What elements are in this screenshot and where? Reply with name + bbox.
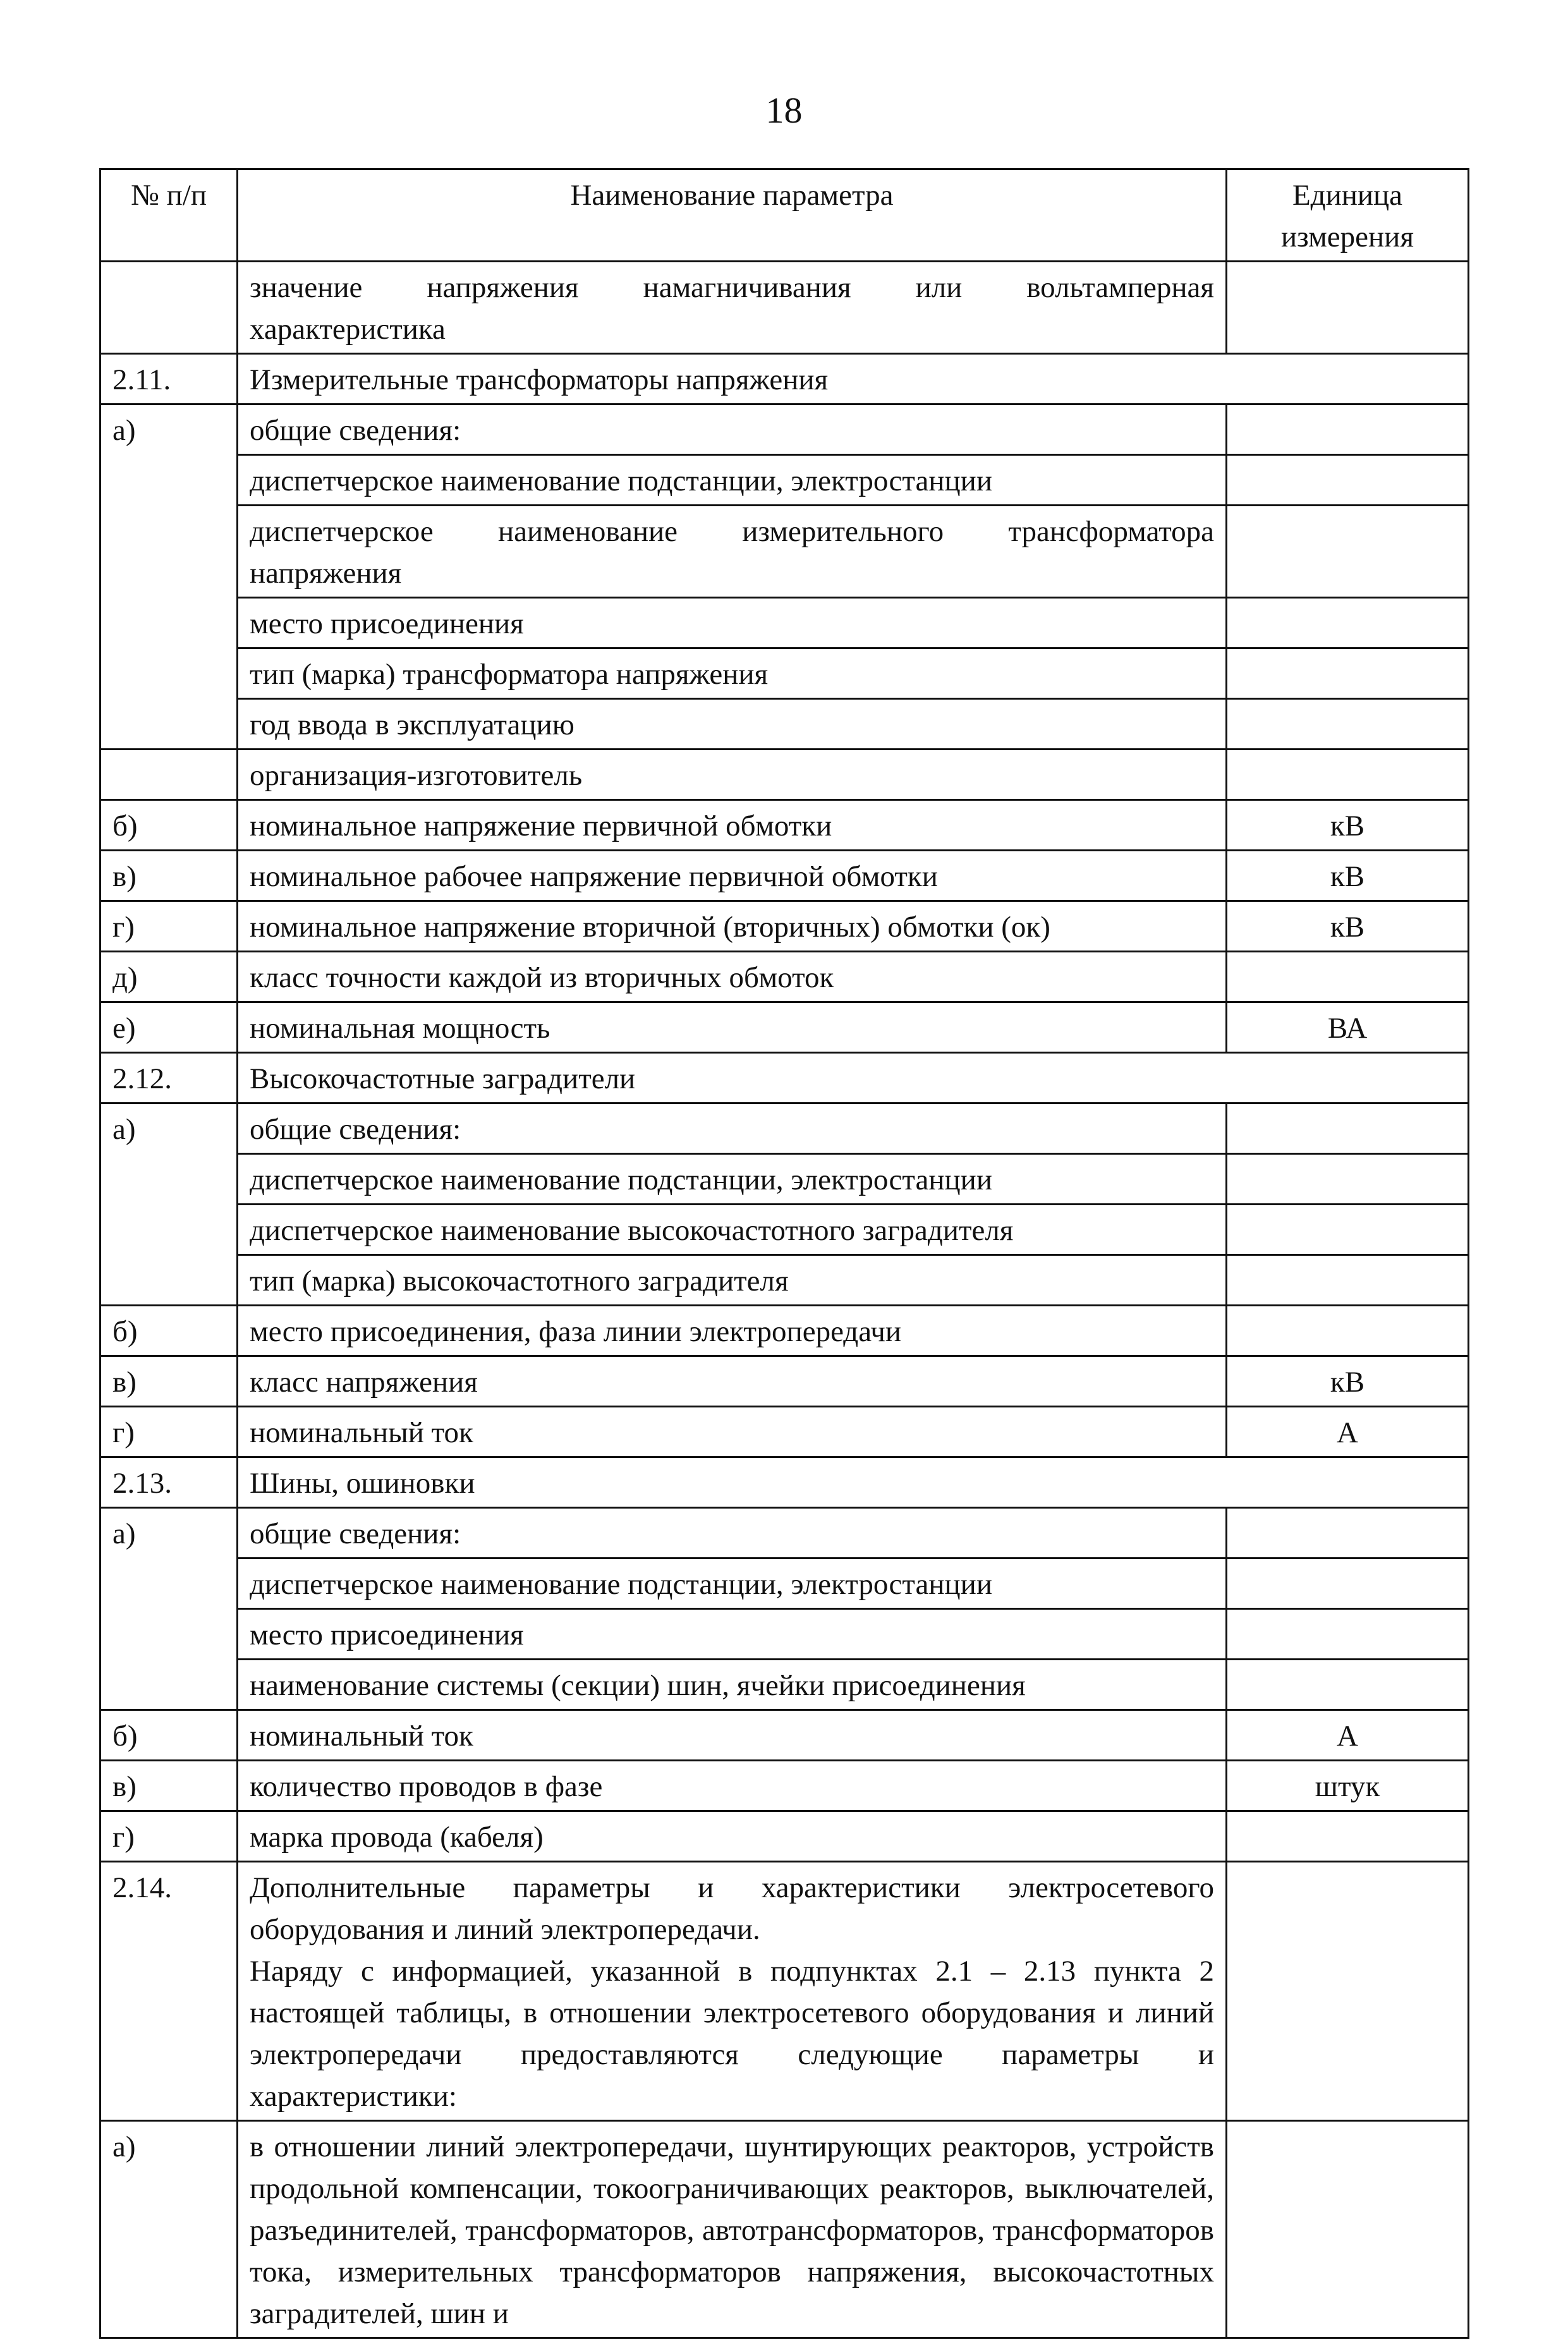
section-num: 2.13. (100, 1457, 238, 1508)
row-name-line: характеристика (250, 313, 446, 346)
row-unit: кВ (1227, 1356, 1469, 1407)
row-num: а) (100, 1103, 238, 1306)
table-row (100, 699, 1469, 750)
row-unit: кВ (1227, 851, 1469, 901)
row-unit (1227, 1811, 1469, 1862)
row-name: общие сведения: (238, 404, 1227, 455)
row-name: общие сведения: (238, 1508, 1227, 1558)
table-row (100, 1255, 1469, 1306)
row-num: в) (100, 851, 238, 901)
row-unit (1227, 750, 1469, 800)
row-num: е) (100, 1002, 238, 1053)
section-title: Высокочастотные заградители (238, 1053, 1469, 1103)
row-name-paragraph: Наряду с информацией, указанной в подпунктах 2.1 – 2.13 пункта 2 настоящей таблицы, в отношении электросетевого оборудования и линий электропередачи предоставляются следующие параметры и характеристики: (250, 1955, 1214, 2113)
table-row (100, 1103, 1469, 1154)
row-num: а) (100, 1508, 238, 1710)
table-row (100, 1811, 1469, 1862)
row-unit (1227, 262, 1469, 354)
row-num: в) (100, 1761, 238, 1811)
header-name: Наименование параметра (238, 169, 1227, 262)
row-name: диспетчерское наименование высокочастотного заградителя (238, 1205, 1227, 1255)
row-unit (1227, 1609, 1469, 1660)
row-name: наименование системы (секции) шин, ячейки присоединения (238, 1660, 1227, 1710)
table-row (100, 901, 1469, 952)
row-num: г) (100, 1407, 238, 1457)
row-name: номинальное рабочее напряжение первичной обмотки (238, 851, 1227, 901)
row-unit: штук (1227, 1761, 1469, 1811)
row-name: место присоединения (238, 598, 1227, 648)
row-unit (1227, 455, 1469, 506)
row-name: номинальный ток (238, 1407, 1227, 1457)
section-row (100, 1053, 1469, 1103)
row-unit (1227, 648, 1469, 699)
row-name-paragraph: Дополнительные параметры и характеристики электросетевого оборудования и линий электропередачи. (250, 1871, 1214, 1946)
table-row (100, 1862, 1469, 2121)
row-unit (1227, 1103, 1469, 1154)
row-name: номинальная мощность (238, 1002, 1227, 1053)
row-unit (1227, 1660, 1469, 1710)
section-row (100, 354, 1469, 404)
row-unit: кВ (1227, 901, 1469, 952)
row-name (238, 1862, 1227, 2121)
row-num: д) (100, 952, 238, 1002)
table-header-row (100, 169, 1469, 262)
row-name: номинальное напряжение вторичной (вторичных) обмотки (ок) (238, 901, 1227, 952)
header-unit: Единица измерения (1227, 169, 1469, 262)
table-row (100, 750, 1469, 800)
row-name: марка провода (кабеля) (238, 1811, 1227, 1862)
table-row (100, 800, 1469, 851)
row-unit (1227, 1306, 1469, 1356)
row-num: 2.14. (100, 1862, 238, 2121)
row-num: б) (100, 1306, 238, 1356)
row-unit (1227, 404, 1469, 455)
row-name-line: напряжения (250, 557, 402, 590)
row-unit (1227, 699, 1469, 750)
row-unit (1227, 1154, 1469, 1205)
table-row (100, 1407, 1469, 1457)
table-row (100, 1154, 1469, 1205)
row-name: номинальное напряжение первичной обмотки (238, 800, 1227, 851)
section-num: 2.11. (100, 354, 238, 404)
row-name-line: диспетчерское наименование измерительного трансформатора (250, 515, 1214, 548)
table-row (100, 1558, 1469, 1609)
row-name: в отношении линий электропередачи, шунтирующих реакторов, устройств продольной компенсации, токоограничивающих реакторов, выключателей, разъединителей, трансформаторов, автотрансформаторов, трансформаторов тока, измерительных трансформаторов напряжения, высокочастотных заградителей, шин и (238, 2121, 1227, 2338)
row-unit: А (1227, 1407, 1469, 1457)
row-num (100, 262, 238, 354)
section-row (100, 1457, 1469, 1508)
section-title: Измерительные трансформаторы напряжения (238, 354, 1469, 404)
row-name-line: значение напряжения намагничивания или вольтамперная (250, 271, 1214, 304)
table-row (100, 1205, 1469, 1255)
table-row (100, 1761, 1469, 1811)
table-row (100, 1660, 1469, 1710)
header-num: № п/п (100, 169, 238, 262)
row-name (238, 506, 1227, 598)
table-row (100, 404, 1469, 455)
parameters-table (99, 168, 1469, 2339)
row-num: в) (100, 1356, 238, 1407)
row-num: б) (100, 1710, 238, 1761)
page-number: 18 (765, 90, 803, 131)
row-name: год ввода в эксплуатацию (238, 699, 1227, 750)
table-row (100, 1306, 1469, 1356)
row-name: общие сведения: (238, 1103, 1227, 1154)
row-unit (1227, 1508, 1469, 1558)
row-num: г) (100, 901, 238, 952)
row-name: место присоединения (238, 1609, 1227, 1660)
table-row (100, 1609, 1469, 1660)
row-num: б) (100, 800, 238, 851)
row-unit (1227, 1205, 1469, 1255)
row-name: организация-изготовитель (238, 750, 1227, 800)
row-unit (1227, 2121, 1469, 2338)
row-unit (1227, 598, 1469, 648)
row-num: а) (100, 404, 238, 750)
row-name: диспетчерское наименование подстанции, электростанции (238, 455, 1227, 506)
row-unit (1227, 506, 1469, 598)
row-unit (1227, 952, 1469, 1002)
row-unit: А (1227, 1710, 1469, 1761)
table-row (100, 506, 1469, 598)
row-name: диспетчерское наименование подстанции, электростанции (238, 1558, 1227, 1609)
row-name: класс точности каждой из вторичных обмоток (238, 952, 1227, 1002)
table-row (100, 262, 1469, 354)
row-unit: кВ (1227, 800, 1469, 851)
row-unit: ВА (1227, 1002, 1469, 1053)
row-unit (1227, 1558, 1469, 1609)
table-row (100, 2121, 1469, 2338)
section-num: 2.12. (100, 1053, 238, 1103)
row-name: тип (марка) трансформатора напряжения (238, 648, 1227, 699)
section-title: Шины, ошиновки (238, 1457, 1469, 1508)
row-unit (1227, 1862, 1469, 2121)
table-row (100, 648, 1469, 699)
table-row (100, 1002, 1469, 1053)
table-row (100, 1356, 1469, 1407)
row-num: г) (100, 1811, 238, 1862)
table-row (100, 952, 1469, 1002)
row-name: класс напряжения (238, 1356, 1227, 1407)
row-unit (1227, 1255, 1469, 1306)
row-num: а) (100, 2121, 238, 2338)
row-num (100, 750, 238, 800)
table-row (100, 598, 1469, 648)
table-row (100, 851, 1469, 901)
row-name: количество проводов в фазе (238, 1761, 1227, 1811)
table-row (100, 1508, 1469, 1558)
table-row (100, 455, 1469, 506)
table-row (100, 1710, 1469, 1761)
row-name: диспетчерское наименование подстанции, электростанции (238, 1154, 1227, 1205)
row-name: место присоединения, фаза линии электропередачи (238, 1306, 1227, 1356)
row-name (238, 262, 1227, 354)
row-name: номинальный ток (238, 1710, 1227, 1761)
row-name: тип (марка) высокочастотного заградителя (238, 1255, 1227, 1306)
